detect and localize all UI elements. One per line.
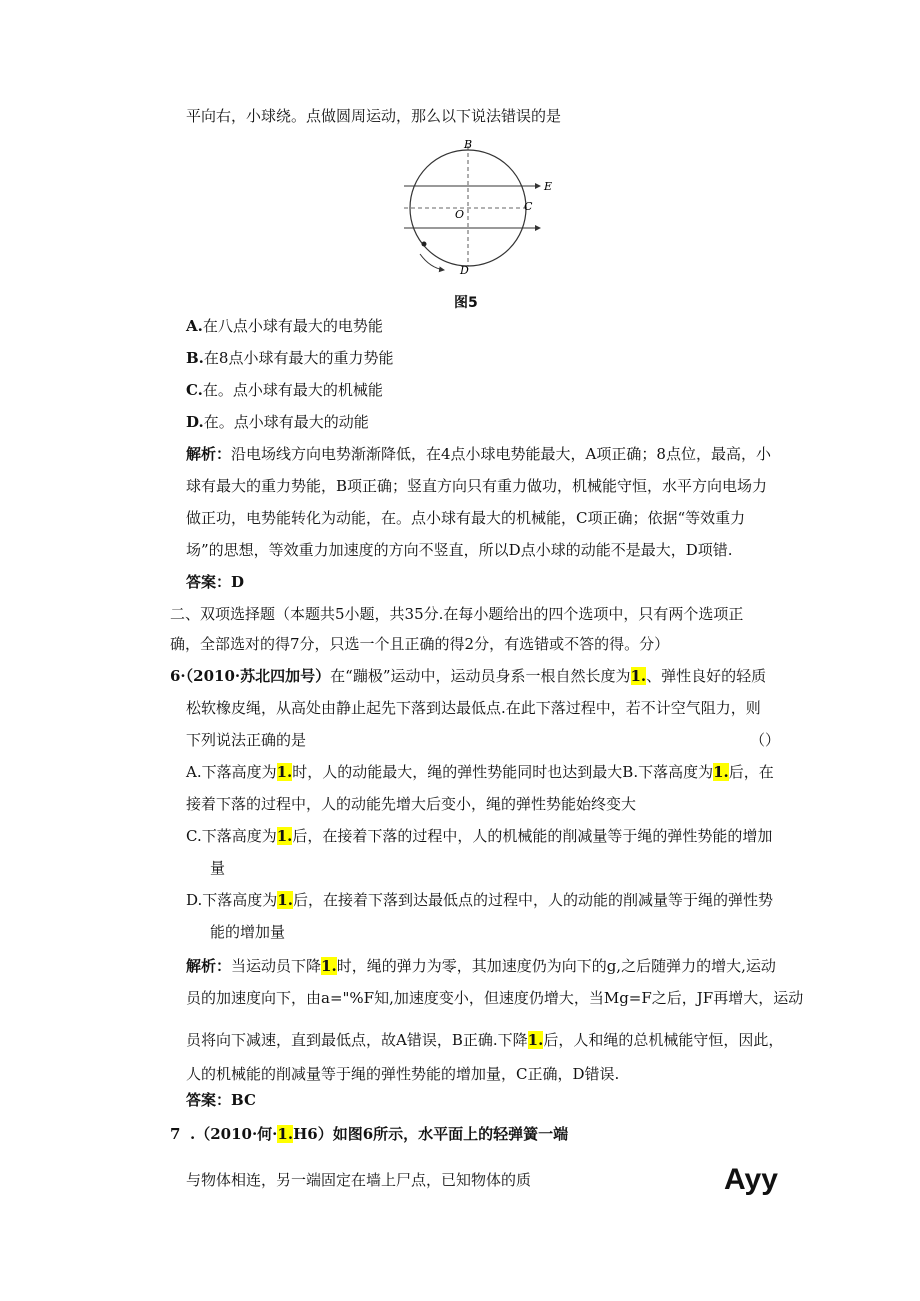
section-heading-2: 确，全部选对的得7分，只选一个且正确的得2分，有选错或不答的得。分） [170, 635, 670, 653]
intro-line: 平向右，小球绕。点做圆周运动，那么以下说法错误的是 [186, 107, 562, 125]
q6-stem-1: 6·（2010·苏北四加号）在“蹦极”运动中，运动员身系一根自然长度为1.、弹性良好的轻质 [170, 667, 767, 685]
q7-stem-1: 7 .（2010·何·1.H6）如图6所示，水平面上的轻弹簧一端 [170, 1125, 569, 1143]
q6-analysis-2: 员的加速度向下，由a="%F知,加速度变小，但速度仍增大，当Mg=F之后，JF再增大，运动 [186, 989, 804, 1007]
analysis-line-3: 做正功，电势能转化为动能，在。点小球有最大的机械能，C项正确；依据“等效重力 [186, 509, 746, 527]
option-b: B.在8点小球有最大的重力势能 [186, 349, 394, 367]
q6-option-c: C.下落高度为1.后，在接着下落的过程中，人的机械能的削减量等于绳的弹性势能的增加 [186, 827, 773, 845]
side-mark: Ayy [724, 1163, 778, 1196]
label-e: E [544, 180, 553, 193]
analysis-line-2: 球有最大的重力势能，B项正确；竖直方向只有重力做功，机械能守恒，水平方向电场力 [186, 477, 768, 495]
q6-option-d: D.下落高度为1.后，在接着下落到达最低点的过程中，人的动能的削减量等于绳的弹性势 [186, 891, 773, 909]
option-a: A.在八点小球有最大的电势能 [186, 317, 383, 335]
label-o: O [455, 208, 465, 221]
q6-analysis-4: 人的机械能的削减量等于绳的弹性势能的增加量，C正确，D错误. [186, 1065, 620, 1083]
q6-analysis-1: 解析：当运动员下降1.时，绳的弹力为零，其加速度仍为向下的g,之后随弹力的增大,运动 [186, 957, 776, 975]
answer-q5: 答案：D [186, 573, 245, 591]
answer-q6: 答案：BC [186, 1091, 256, 1109]
label-d: D [460, 264, 469, 276]
option-d: D.在。点小球有最大的动能 [186, 413, 369, 431]
option-c: C.在。点小球有最大的机械能 [186, 381, 383, 399]
q6-option-c-cont: 量 [210, 859, 226, 877]
q6-stem-3: 下列说法正确的是 [186, 731, 307, 749]
q6-option-b-cont: 接着下落的过程中，人的动能先增大后变小，绳的弹性势能始终变大 [186, 795, 637, 813]
circle-field-figure [398, 136, 558, 276]
q7-stem-2: 与物体相连，另一端固定在墙上尸点，已知物体的质 [186, 1171, 532, 1189]
label-c: C [524, 200, 533, 213]
analysis-line-1: 解析：沿电场线方向电势渐渐降低，在4点小球电势能最大，A项正确；8点位，最高，小 [186, 445, 771, 463]
q6-analysis-3: 员将向下减速，直到最低点，故A错误，B正确.下降1.后，人和绳的总机械能守恒，因此， [186, 1031, 784, 1049]
q6-option-ab: A.下落高度为1.时，人的动能最大，绳的弹性势能同时也达到最大B.下落高度为1.后，在 [186, 763, 774, 781]
q6-option-d-cont: 能的增加量 [210, 923, 286, 941]
label-b: B [464, 138, 473, 151]
analysis-line-4: 场”的思想，等效重力加速度的方向不竖直，所以D点小球的动能不是最大，D项错. [186, 541, 733, 559]
figure-caption: 图5 [454, 295, 478, 311]
section-heading-1: 二、双项选择题（本题共5小题，共35分.在每小题给出的四个选项中，只有两个选项正 [170, 605, 744, 623]
answer-paren: （） [750, 731, 781, 749]
q6-stem-2: 松软橡皮绳，从高处由静止起先下落到达最低点.在此下落过程中，若不计空气阻力，则 [186, 699, 761, 717]
